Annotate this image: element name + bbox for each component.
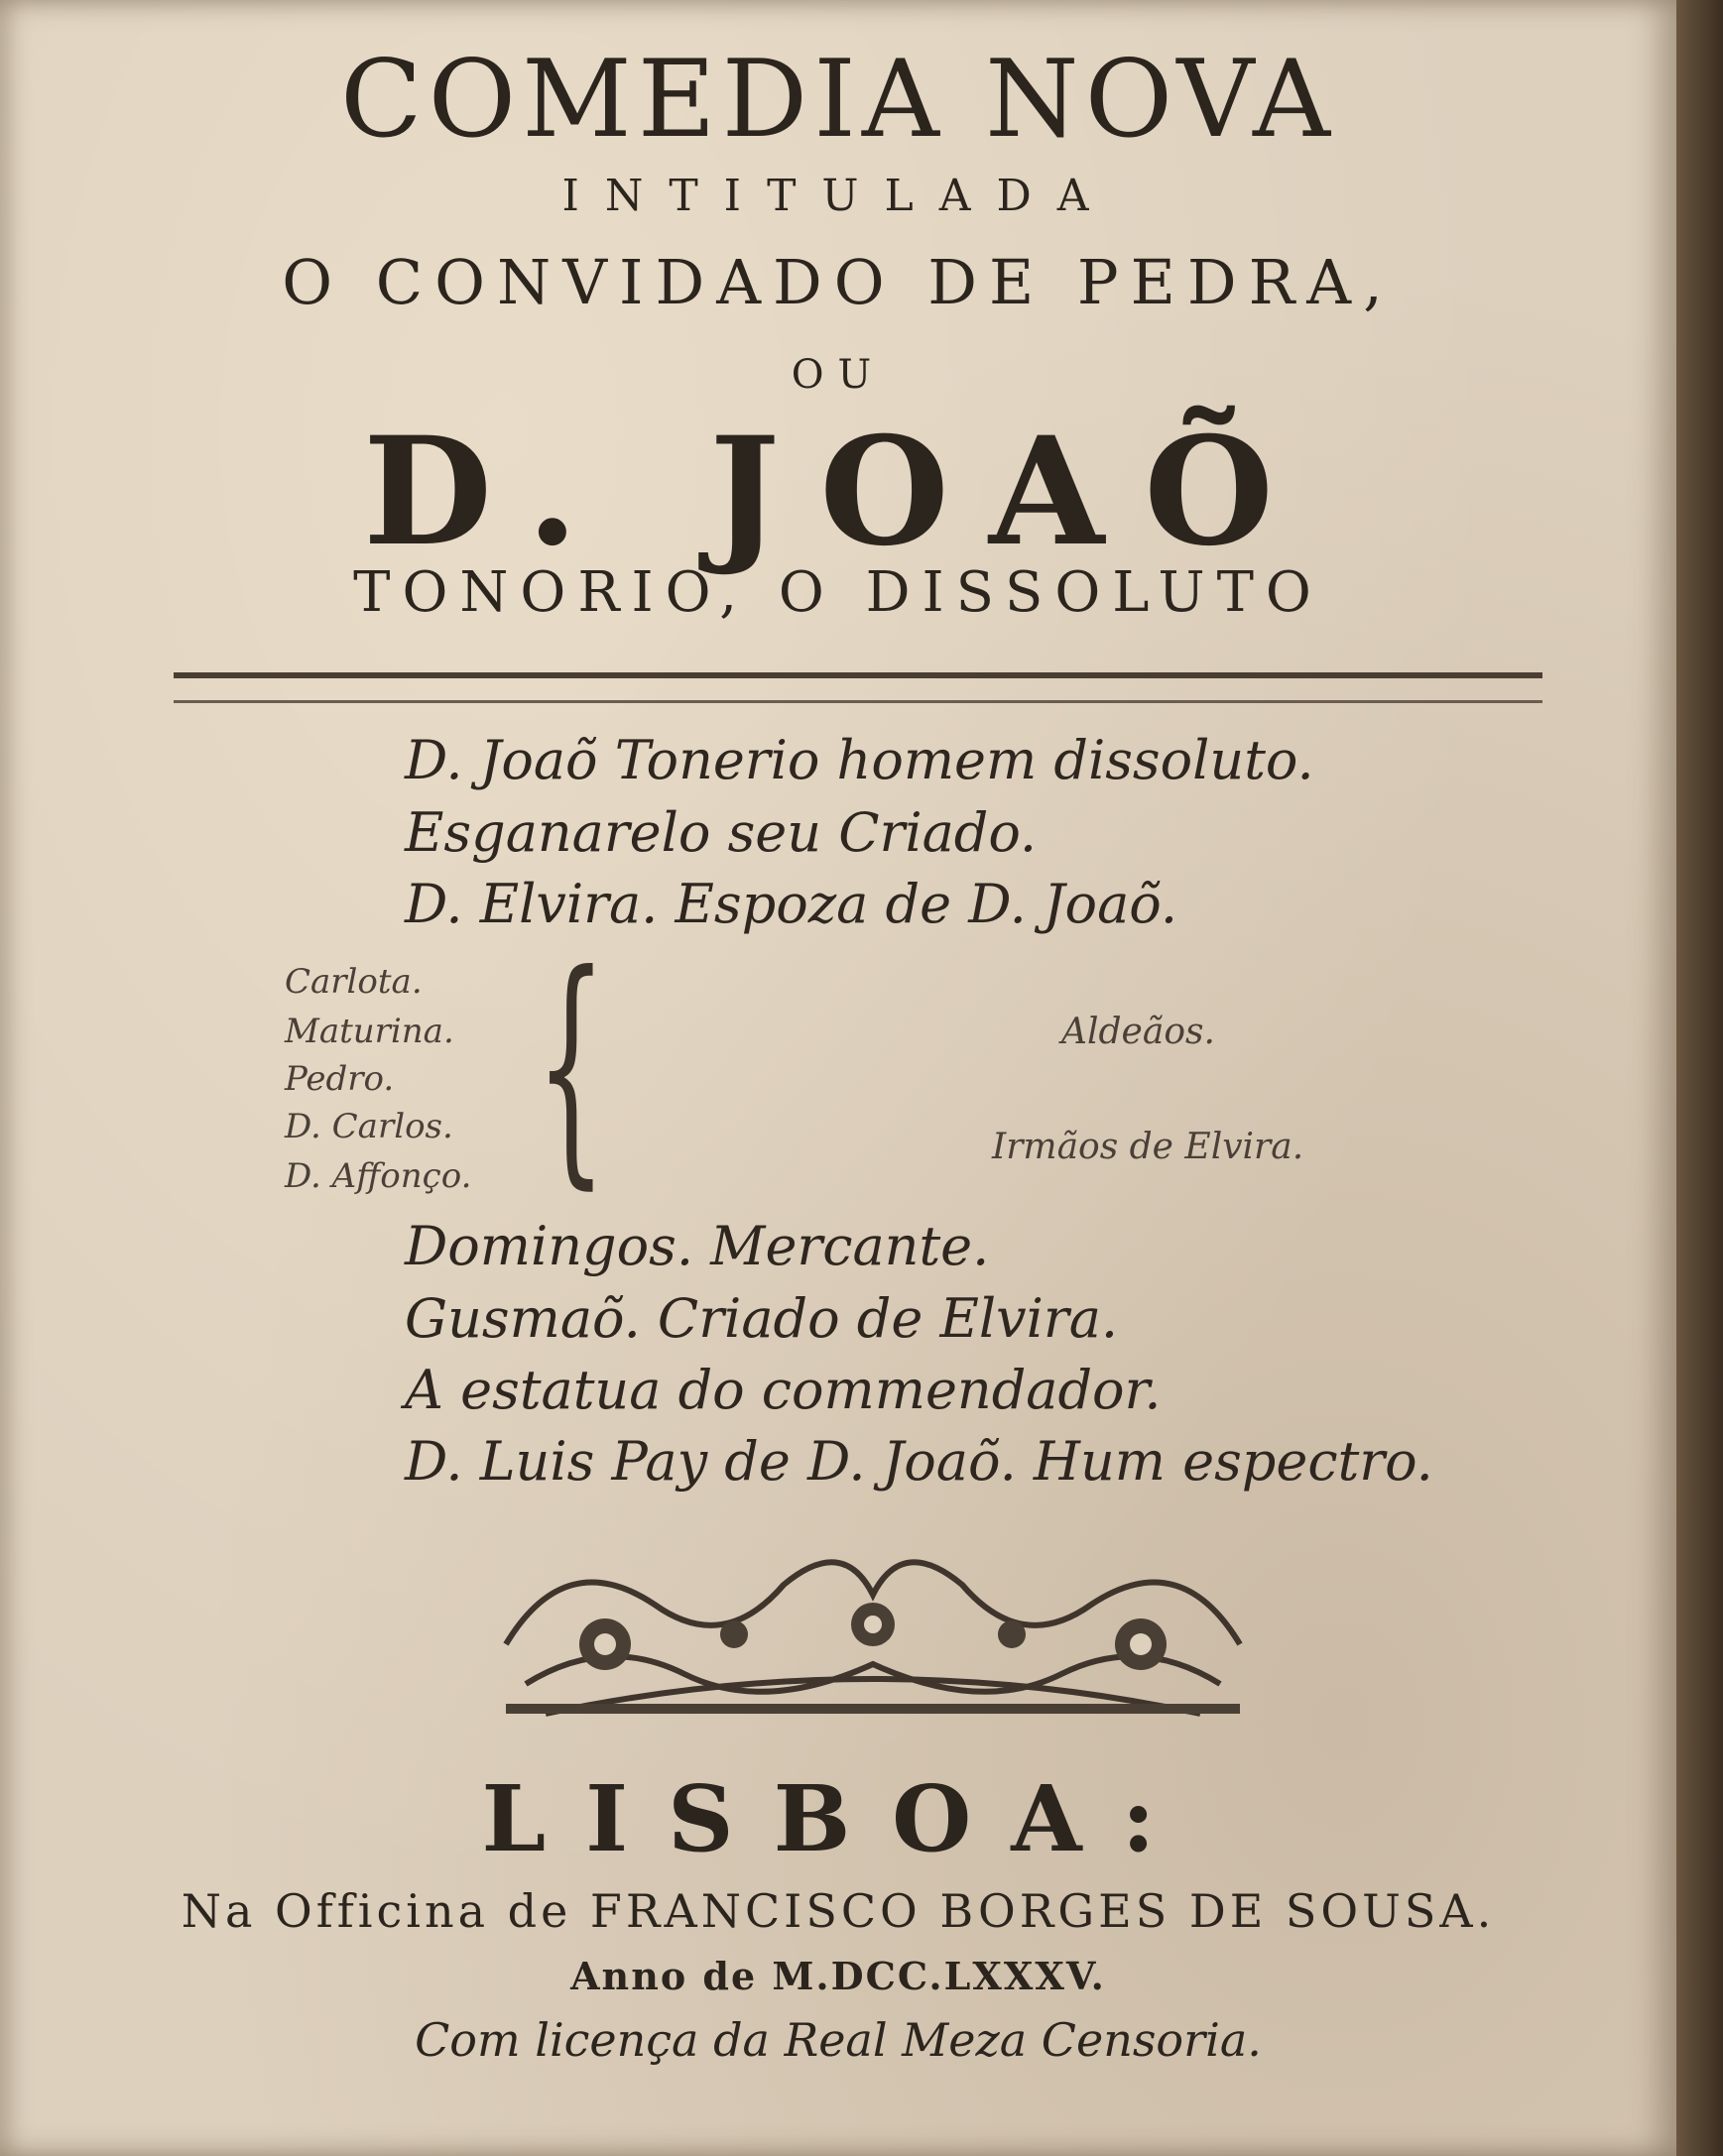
subtitle-convidado: O CONVIDADO DE PEDRA, [282,246,1395,318]
group-label: Irmãos de Elvira. [992,1127,1304,1167]
character-line: A estatua do commendador. [405,1359,1162,1421]
character-line: Domingos. Mercante. [405,1215,990,1277]
character-line: D. Elvira. Espoza de D. Joaõ. [405,873,1177,935]
imprint-city: LISBOA: [481,1765,1195,1872]
subtitle-tonorio: TONORIO, O DISSOLUTO [353,560,1323,625]
book-edge [1676,0,1723,2156]
imprint-printer: Na Officina de FRANCISCO BORGES DE SOUSA. [181,1884,1496,1938]
imprint-year: Anno de M.DCC.LXXXV. [570,1954,1106,1998]
divider-rule [174,672,1542,703]
subtitle-intitulada: INTITULADA [561,171,1115,221]
character-line: Esganarelo seu Criado. [405,801,1038,864]
character-line: D. Joaõ Tonerio homem dissoluto. [405,729,1314,791]
group-label: Aldeãos. [1061,1012,1215,1052]
brace-icon: { [536,921,607,1210]
imprint-license: Com licença da Real Meza Censoria. [415,2013,1262,2067]
grouped-character: Maturina. [285,1012,454,1051]
grouped-character: D. Affonço. [285,1156,472,1196]
grouped-character: Pedro. [285,1059,395,1099]
character-line: Gusmaõ. Criado de Elvira. [405,1287,1119,1350]
ornament-icon [486,1525,1260,1724]
grouped-character: D. Carlos. [285,1107,453,1146]
subtitle-ou: OU [791,352,886,398]
title-name: D. JOAÕ [363,405,1313,579]
character-line: D. Luis Pay de D. Joaõ. Hum espectro. [405,1430,1433,1493]
grouped-character: Carlota. [285,962,423,1002]
main-title: COMEDIA NOVA [340,38,1336,162]
